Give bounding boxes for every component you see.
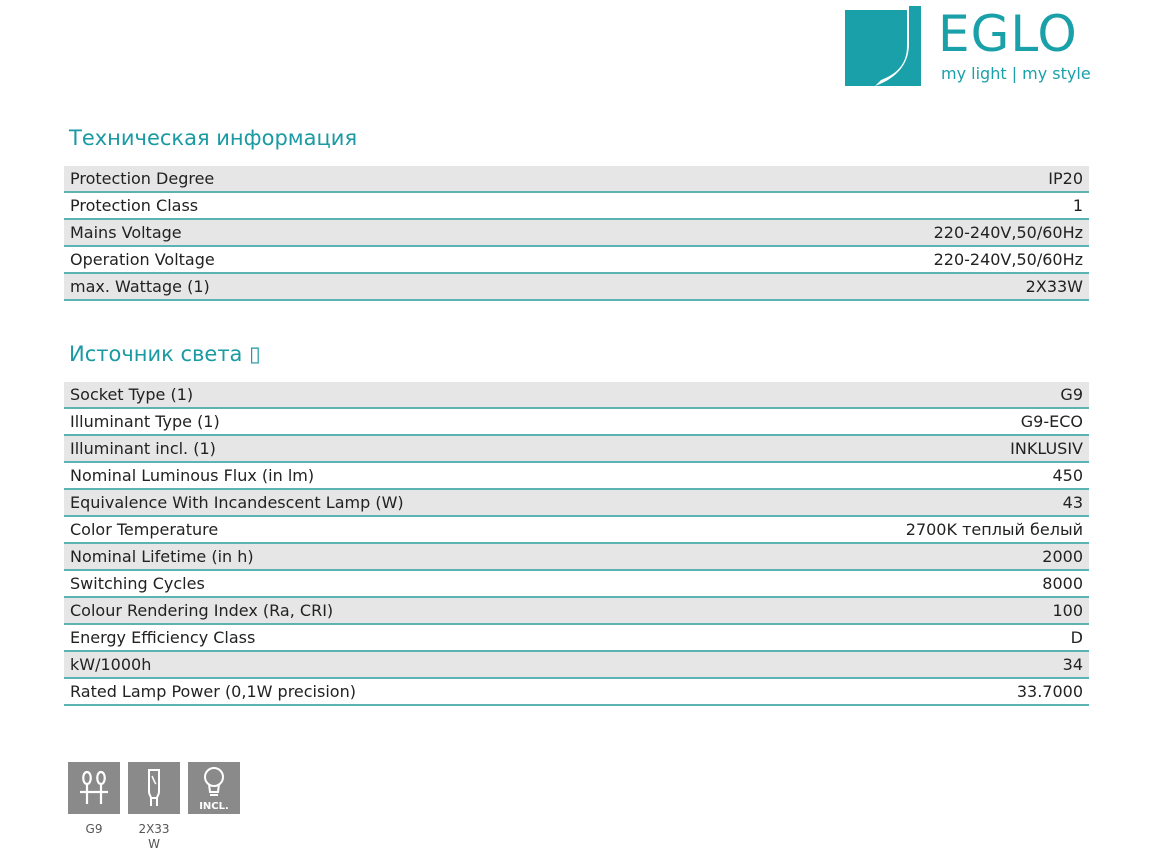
section-title-technical: Техническая информация — [69, 126, 358, 150]
g9-socket-icon — [68, 762, 120, 814]
table-row — [64, 679, 1089, 706]
table-row — [64, 166, 1089, 193]
row-label: Nominal Luminous Flux (in lm) — [70, 466, 315, 485]
row-value: 8000 — [1042, 574, 1083, 593]
table-row — [64, 652, 1089, 679]
row-label: Switching Cycles — [70, 574, 205, 593]
table-row — [64, 436, 1089, 463]
brand-name: EGLO — [938, 5, 1078, 63]
row-value: 1 — [1072, 196, 1083, 215]
table-row — [64, 598, 1089, 625]
row-value: 220-240V,50/60Hz — [933, 250, 1083, 269]
row-label: Mains Voltage — [70, 223, 182, 242]
brand-slogan: my light | my style — [941, 64, 1091, 83]
table-row — [64, 247, 1089, 274]
row-value: 2700K теплый белый — [905, 520, 1083, 539]
table-row — [64, 463, 1089, 490]
row-label: max. Wattage (1) — [70, 277, 210, 296]
icon-caption: G9 — [85, 822, 103, 836]
incl-badge: INCL. — [199, 801, 229, 812]
row-value: 2X33W — [1025, 277, 1083, 296]
row-value: INKLUSIV — [1010, 439, 1083, 458]
table-row — [64, 544, 1089, 571]
row-value: 220-240V,50/60Hz — [933, 223, 1083, 242]
row-label: Operation Voltage — [70, 250, 215, 269]
row-label: Color Temperature — [70, 520, 219, 539]
table-row — [64, 382, 1089, 409]
feature-icons — [64, 762, 244, 852]
technical-table — [64, 166, 1089, 301]
table-row — [64, 625, 1089, 652]
row-value: 100 — [1052, 601, 1083, 620]
row-label: Rated Lamp Power (0,1W precision) — [70, 682, 356, 701]
table-row — [64, 274, 1089, 301]
icon-item — [124, 762, 184, 852]
row-label: Socket Type (1) — [70, 385, 194, 404]
row-value: G9 — [1060, 385, 1083, 404]
row-label: Colour Rendering Index (Ra, CRI) — [70, 601, 334, 620]
row-label: Protection Class — [70, 196, 199, 215]
row-label: Nominal Lifetime (in h) — [70, 547, 254, 566]
row-value: IP20 — [1048, 169, 1083, 188]
row-label: Equivalence With Incandescent Lamp (W) — [70, 493, 404, 512]
row-value: 43 — [1062, 493, 1083, 512]
table-row — [64, 490, 1089, 517]
table-row — [64, 193, 1089, 220]
g9-bulb-icon — [128, 762, 180, 814]
light-source-table — [64, 382, 1089, 706]
eglo-logo — [845, 4, 1095, 88]
row-label: Illuminant Type (1) — [70, 412, 220, 431]
row-label: kW/1000h — [70, 655, 152, 674]
eglo-logo-mark-icon — [845, 6, 929, 86]
table-row — [64, 409, 1089, 436]
row-label: Energy Efficiency Class — [70, 628, 256, 647]
icon-caption: 2X33 W — [138, 822, 170, 851]
row-value: G9-ECO — [1020, 412, 1083, 431]
row-label: Protection Degree — [70, 169, 215, 188]
row-value: 33.7000 — [1016, 682, 1083, 701]
icon-item — [64, 762, 124, 852]
table-row — [64, 220, 1089, 247]
table-row — [64, 517, 1089, 544]
section-title-light-source: Источник света ▯ — [69, 342, 261, 366]
row-value: 2000 — [1042, 547, 1083, 566]
row-value: 34 — [1062, 655, 1083, 674]
row-value: D — [1070, 628, 1083, 647]
row-value: 450 — [1052, 466, 1083, 485]
icon-item — [184, 762, 244, 852]
table-row — [64, 571, 1089, 598]
row-label: Illuminant incl. (1) — [70, 439, 216, 458]
bulb-included-icon — [188, 762, 240, 814]
